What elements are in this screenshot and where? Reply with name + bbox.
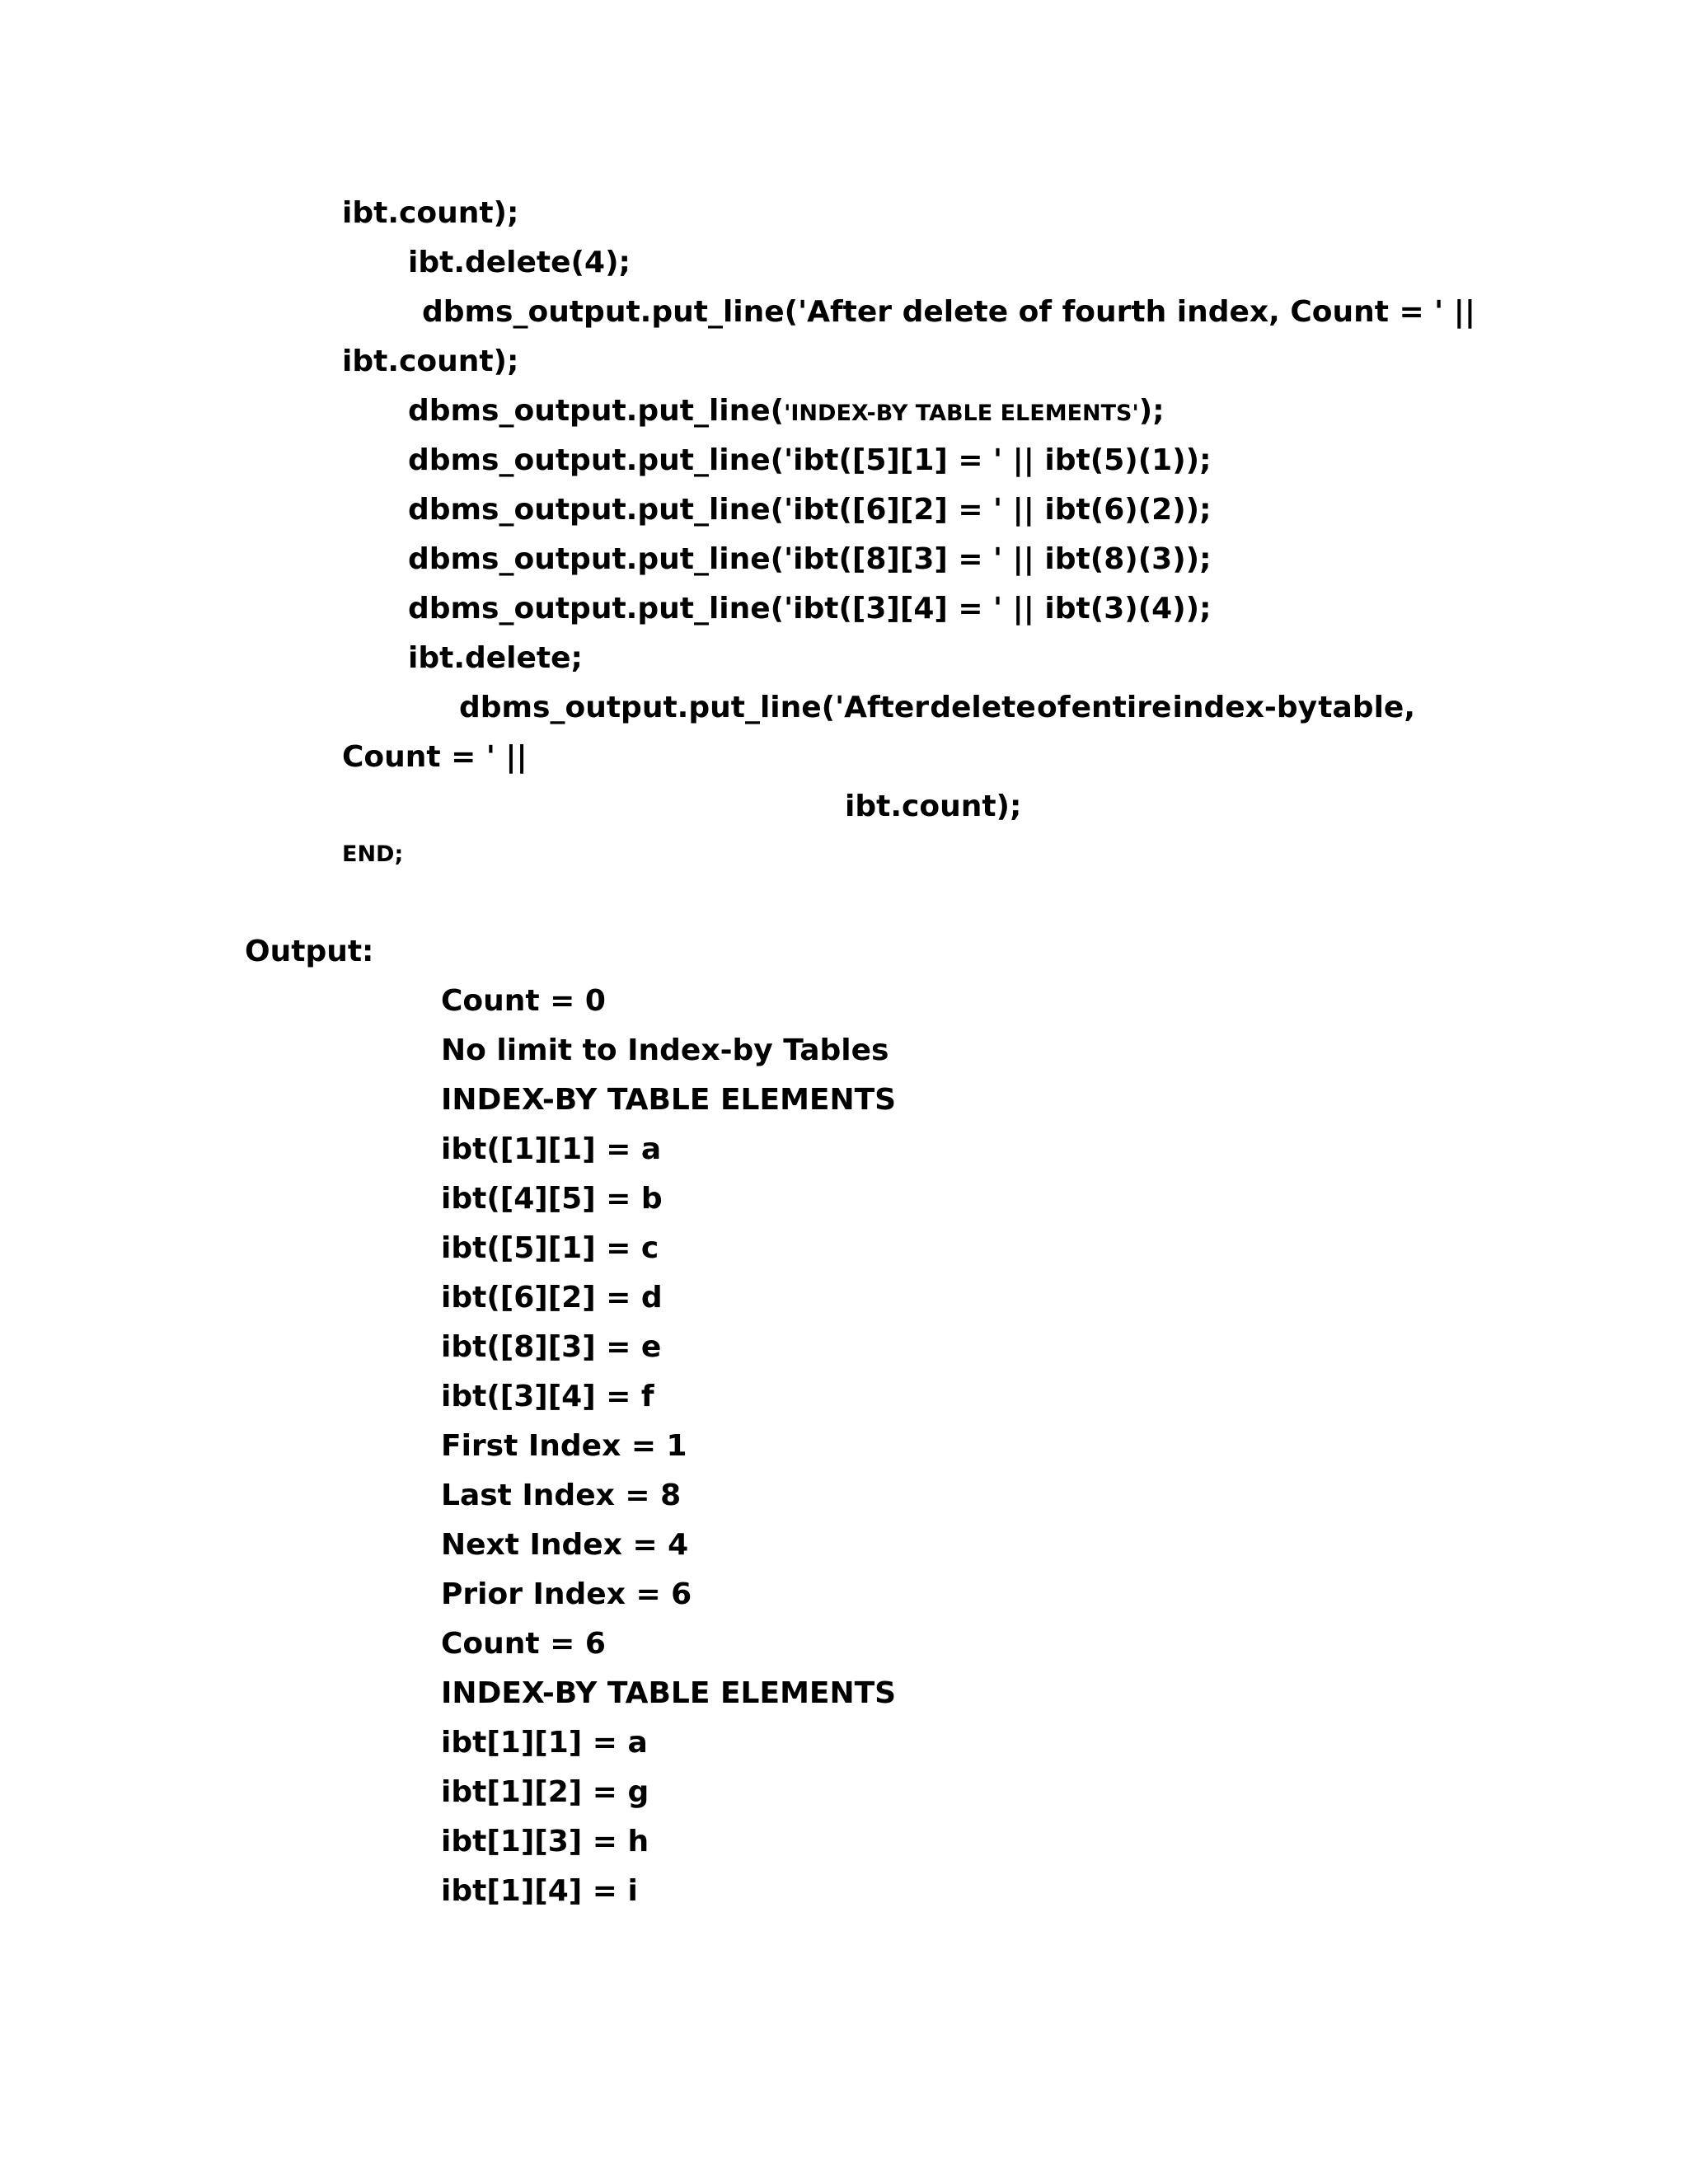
code-line-10: ibt.delete; xyxy=(408,641,583,675)
code-line-11 xyxy=(459,690,1415,726)
output-line: ibt[1][2] = g xyxy=(441,1775,649,1809)
output-line: Count = 0 xyxy=(441,984,606,1018)
output-line: ibt[1][3] = h xyxy=(441,1825,649,1858)
code-line-14: END; xyxy=(342,841,404,867)
code-line-11-word: of xyxy=(1037,691,1071,724)
output-heading: Output: xyxy=(245,935,374,968)
code-line-11-word: entire xyxy=(1071,691,1172,724)
output-line: ibt[1][4] = i xyxy=(441,1874,638,1908)
code-line-11-word: index-by xyxy=(1172,691,1318,724)
code-line-8: dbms_output.put_line('ibt([8][3] = ' || ibt(8)(3)); xyxy=(408,542,1212,576)
code-line-9: dbms_output.put_line('ibt([3][4] = ' || ibt(3)(4)); xyxy=(408,592,1212,626)
output-line: ibt([6][2] = d xyxy=(441,1281,663,1315)
code-line-7: dbms_output.put_line('ibt([6][2] = ' || ibt(6)(2)); xyxy=(408,493,1212,527)
output-line: Prior Index = 6 xyxy=(441,1577,692,1611)
code-line-5-end: ); xyxy=(1138,394,1165,428)
code-line-11-word: table, xyxy=(1318,691,1415,724)
output-line: First Index = 1 xyxy=(441,1429,687,1463)
output-line: No limit to Index-by Tables xyxy=(441,1033,889,1067)
output-line: INDEX-BY TABLE ELEMENTS xyxy=(441,1083,897,1117)
output-line: INDEX-BY TABLE ELEMENTS xyxy=(441,1676,897,1710)
output-line: ibt([8][3] = e xyxy=(441,1330,662,1364)
output-line: ibt([1][1] = a xyxy=(441,1132,662,1166)
code-line-11-word: delete xyxy=(930,691,1036,724)
code-line-2: ibt.delete(4); xyxy=(408,246,631,279)
code-line-1: ibt.count); xyxy=(342,196,519,230)
code-line-5 xyxy=(408,393,1165,432)
output-line: Last Index = 8 xyxy=(441,1479,682,1512)
code-line-13: ibt.count); xyxy=(845,790,1022,823)
output-line: ibt([3][4] = f xyxy=(441,1380,654,1413)
code-line-5-string: 'INDEX-BY TABLE ELEMENTS' xyxy=(784,401,1139,426)
code-line-11-word: dbms_output.put_line('After xyxy=(459,691,930,724)
code-line-3: dbms_output.put_line('After delete of fourth index, Count = ' || xyxy=(422,295,1476,329)
output-line: Count = 6 xyxy=(441,1627,606,1661)
code-line-5-call: dbms_output.put_line( xyxy=(408,394,785,428)
code-line-6: dbms_output.put_line('ibt([5][1] = ' || ibt(5)(1)); xyxy=(408,443,1212,477)
output-line: ibt([4][5] = b xyxy=(441,1182,663,1216)
code-line-12: Count = ' || xyxy=(342,740,528,774)
output-line: Next Index = 4 xyxy=(441,1528,689,1562)
output-line: ibt[1][1] = a xyxy=(441,1726,648,1760)
code-line-4: ibt.count); xyxy=(342,344,519,378)
output-line: ibt([5][1] = c xyxy=(441,1231,659,1265)
